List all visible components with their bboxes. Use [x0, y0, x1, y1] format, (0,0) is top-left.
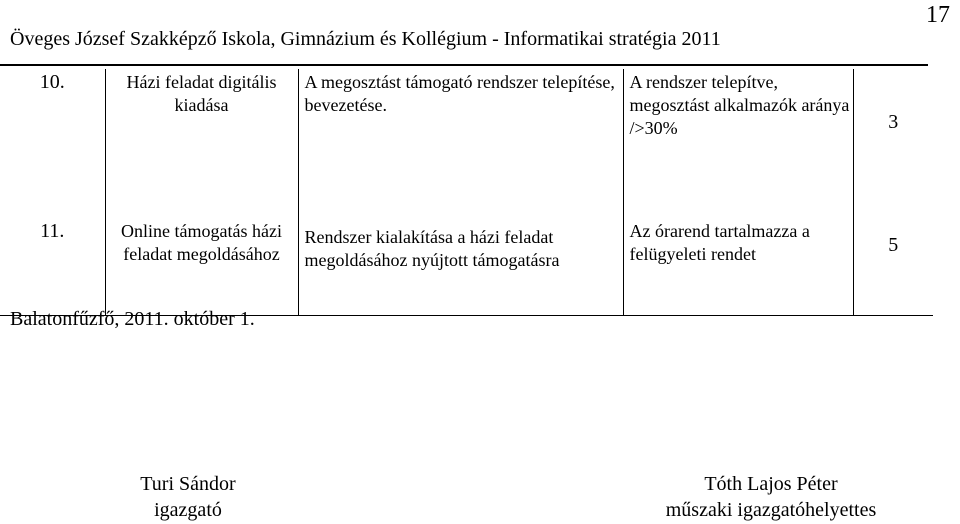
row-indicator: Az órarend tartalmazza a felügyeleti rendet [623, 214, 853, 316]
row-number: 11. [0, 214, 105, 316]
signature-name: Turi Sándor [140, 473, 236, 495]
row-weight: 5 [853, 214, 933, 316]
row-indicator: A rendszer telepítve, megosztást alkalmazók aránya />30% [623, 69, 853, 214]
table-row [0, 69, 933, 214]
signature-deputy [640, 471, 902, 523]
header-rule [0, 64, 928, 66]
row-task: Rendszer kialakítása a házi feladat megoldásához nyújtott támogatásra [298, 214, 623, 316]
row-task: A megosztást támogató rendszer telepítése, bevezetése. [298, 69, 623, 214]
row-name: Házi feladat digitális kiadása [105, 69, 298, 214]
signature-principal [88, 471, 288, 523]
place-date: Balatonfűzfő, 2011. október 1. [10, 308, 255, 330]
table-row [0, 214, 933, 316]
strategy-table [0, 69, 933, 316]
signature-name: Tóth Lajos Péter [704, 473, 838, 495]
signature-title: igazgató [154, 499, 222, 521]
row-weight: 3 [888, 111, 899, 133]
page-number: 17 [926, 2, 950, 28]
document-header: Öveges József Szakképző Iskola, Gimnázium és Kollégium - Informatikai stratégia 2011 [10, 28, 721, 50]
row-name: Online támogatás házi feladat megoldásához [105, 214, 298, 316]
signature-title: műszaki igazgatóhelyettes [665, 499, 877, 521]
row-number: 10. [0, 69, 105, 214]
